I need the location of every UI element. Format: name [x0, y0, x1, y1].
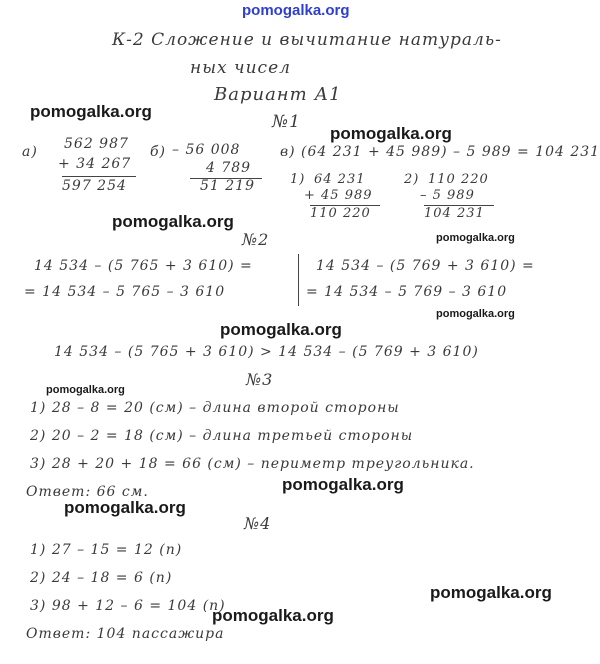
task1-a-underline	[62, 176, 136, 177]
task1-v-expression: в) (64 231 + 45 989) – 5 989 = 104 231	[280, 144, 600, 160]
task2-left-line2: = 14 534 – 5 765 – 3 610	[24, 284, 226, 300]
watermark: pomogalka.org	[436, 232, 515, 244]
task1-b-row2: 4 789	[206, 160, 252, 176]
task1-number: №1	[272, 112, 301, 132]
watermark: pomogalka.org	[220, 320, 342, 339]
watermark: pomogalka.org	[212, 606, 334, 625]
task2-left-line1: 14 534 – (5 765 + 3 610) =	[34, 258, 253, 274]
task2-right-line2: = 14 534 – 5 769 – 3 610	[306, 284, 508, 300]
task3-step2: 2) 20 – 2 = 18 (см) – длина третьей стороны	[30, 428, 414, 444]
task1-v2-row1: 110 220	[428, 172, 489, 187]
watermark: pomogalka.org	[64, 498, 186, 517]
task1-v1-result: 110 220	[310, 206, 371, 221]
task2-right-line1: 14 534 – (5 769 + 3 610) =	[316, 258, 535, 274]
task1-v1-row1: 64 231	[314, 172, 366, 187]
task2-comparison: 14 534 – (5 765 + 3 610) > 14 534 – (5 769 + 3 610)	[54, 344, 479, 360]
task4-step1: 1) 27 – 15 = 12 (п)	[30, 542, 183, 558]
task2-divider	[298, 254, 299, 306]
task1-a-row2: + 34 267	[58, 156, 132, 172]
task1-v1-label: 1)	[290, 172, 306, 187]
watermark: pomogalka.org	[436, 308, 515, 320]
task1-v2-result: 104 231	[424, 206, 485, 221]
watermark: pomogalka.org	[30, 102, 152, 121]
watermark: pomogalka.org	[282, 475, 404, 494]
task1-v2-label: 2)	[404, 172, 420, 187]
task4-number: №4	[244, 514, 272, 533]
task3-step1: 1) 28 – 8 = 20 (см) – длина второй стороны	[30, 400, 400, 416]
task2-number: №2	[242, 230, 270, 249]
header-title-line1: К-2 Сложение и вычитание натураль-	[112, 30, 502, 50]
watermark-top: pomogalka.org	[242, 2, 350, 19]
watermark: pomogalka.org	[330, 124, 452, 143]
task3-step3: 3) 28 + 20 + 18 = 66 (см) – периметр треугольника.	[30, 456, 475, 472]
task3-answer: Ответ: 66 см.	[26, 484, 149, 500]
task1-v1-row2: + 45 989	[304, 188, 373, 203]
task1-b-label: б)	[150, 144, 167, 160]
watermark: pomogalka.org	[46, 384, 125, 396]
task1-a-result: 597 254	[62, 178, 127, 194]
watermark: pomogalka.org	[430, 583, 552, 602]
task1-v2-row2: – 5 989	[420, 188, 475, 203]
header-title-line2: ных чисел	[190, 58, 291, 78]
task3-number: №3	[246, 370, 274, 389]
task1-b-row1: – 56 008	[172, 142, 241, 158]
watermark: pomogalka.org	[112, 212, 234, 231]
task1-a-row1: 562 987	[64, 136, 129, 152]
task4-step2: 2) 24 – 18 = 6 (п)	[30, 570, 173, 586]
task1-a-label: а)	[22, 144, 38, 160]
task1-b-result: 51 219	[200, 178, 255, 194]
task4-step3: 3) 98 + 12 – 6 = 104 (п)	[30, 598, 226, 614]
task4-answer: Ответ: 104 пассажира	[26, 626, 225, 642]
variant-label: Вариант А1	[214, 84, 342, 105]
